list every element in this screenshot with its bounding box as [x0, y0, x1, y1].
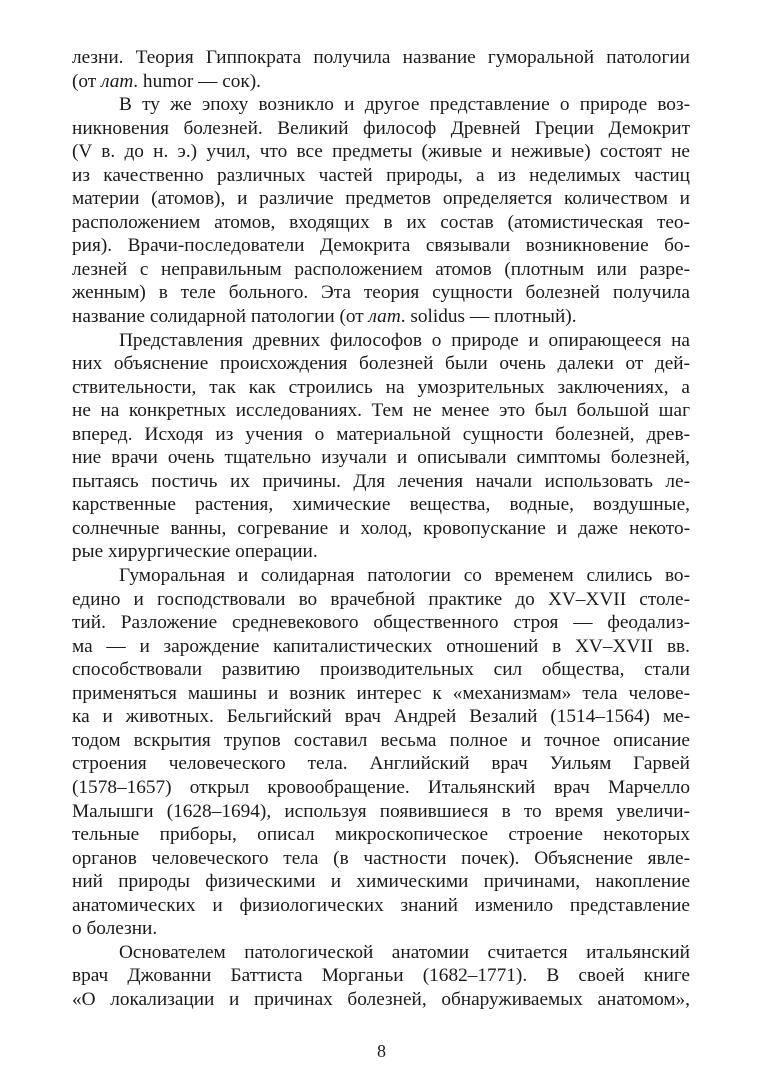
- text-line: органов человеческого тела (в частности почек). Объяснение явле-: [72, 847, 690, 869]
- text-line: (V в. до н. э.) учил, что все предметы (живые и неживые) состоят не: [72, 141, 690, 163]
- text-line: «О локализации и причинах болезней, обнаруживаемых анатомом»,: [72, 988, 690, 1010]
- text-line: лезней с неправильным расположением атомов (плотным или разре-: [72, 258, 690, 280]
- text-line: способствовали развитию производительных сил общества, стали: [72, 659, 690, 681]
- text-line: солнечные ванны, согревание и холод, кровопускание и даже некото-: [72, 517, 690, 539]
- text-line: из качественно различных частей природы, а из неделимых частиц: [72, 164, 690, 186]
- text-line: ний природы физическими и химическими причинами, накопление: [72, 871, 690, 893]
- text-line: о болезни.: [72, 918, 158, 940]
- text-line: Гуморальная и солидарная патологии со временем слились во-: [119, 565, 690, 587]
- page-number: 8: [377, 1041, 386, 1061]
- text-line: рия). Врачи-последователи Демокрита связывали возникновение бо-: [72, 235, 690, 257]
- text-line: материи (атомов), и различие предметов определяется количеством и: [72, 188, 690, 210]
- text-line: Представления древних философов о природе и опирающееся на: [119, 329, 690, 351]
- text-line: Малышги (1628–1694), используя появившиеся в то время увеличи-: [72, 800, 690, 822]
- text-line: тодом вскрытия трупов составил весьма полное и точное описание: [72, 729, 690, 751]
- text-line: едино и господствовали во врачебной практике до XV–XVII столе-: [72, 588, 690, 610]
- text-line: тий. Разложение средневекового общественного строя — феодализ-: [72, 612, 690, 634]
- text-line: врач Джованни Баттиста Морганьи (1682–1771). В своей книге: [72, 965, 690, 987]
- text-line: тельные приборы, описал микроскопическое строение некоторых: [72, 824, 690, 846]
- text-line: рые хирургические операции.: [72, 541, 318, 563]
- text-line: лезни. Теория Гиппократа получила название гуморальной патологии: [72, 47, 690, 68]
- text-line: ма — и зарождение капиталистических отношений в XV–XVII вв.: [72, 635, 690, 657]
- page-body: [72, 46, 690, 1011]
- text-line: применяться машины и возник интерес к «механизмам» тела челове-: [72, 682, 690, 704]
- text-line: женным) в теле больного. Эта теория сущности болезней получила: [72, 282, 690, 304]
- text-line: расположением атомов, входящих в их состав (атомистическая тео-: [72, 211, 690, 233]
- text-line: вперед. Исходя из учения о материальной сущности болезней, древ-: [72, 423, 690, 445]
- text-line: (от лат. humor — сок).: [72, 70, 261, 92]
- text-line: (1578–1657) открыл кровообращение. Итальянский врач Марчелло: [72, 776, 690, 798]
- text-line: строения человеческого тела. Английский врач Уильям Гарвей: [72, 753, 690, 775]
- text-line: не на конкретных исследованиях. Тем не менее это был большой шаг: [72, 400, 690, 422]
- text-line: название солидарной патологии (от лат. solidus — плотный).: [72, 306, 577, 328]
- text-line: карственные растения, химические вещества, водные, воздушные,: [72, 494, 690, 516]
- text-line: ка и животных. Бельгийский врач Андрей Везалий (1514–1564) ме-: [72, 706, 690, 728]
- text-line: них объяснение происхождения болезней были очень далеки от дей-: [72, 353, 690, 375]
- text-line: ние врачи очень тщательно изучали и описывали симптомы болезней,: [72, 447, 690, 469]
- text-line: ствительности, так как строились на умозрительных заключениях, а: [72, 376, 690, 398]
- text-line: пытаясь постичь их причины. Для лечения начали использовать ле-: [72, 470, 690, 492]
- text-line: В ту же эпоху возникло и другое представление о природе воз-: [119, 94, 690, 116]
- text-line: никновения болезней. Великий философ Древней Греции Демокрит: [72, 117, 690, 139]
- text-line: Основателем патологической анатомии считается итальянский: [119, 941, 690, 963]
- text-line: анатомических и физиологических знаний изменило представление: [72, 894, 690, 916]
